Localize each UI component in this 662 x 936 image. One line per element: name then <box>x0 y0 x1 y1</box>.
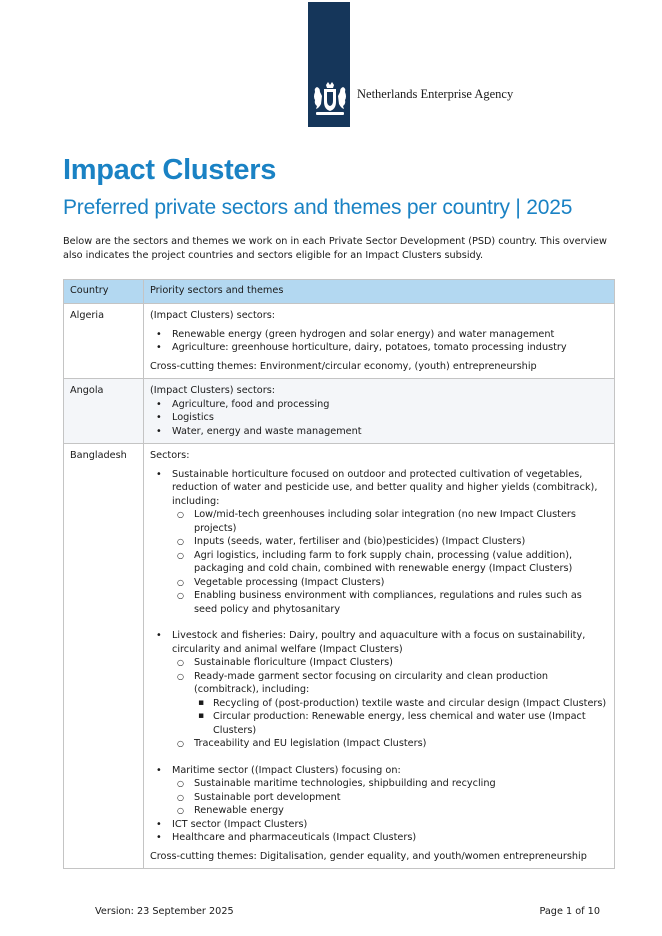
country-cell: Angola <box>64 379 144 444</box>
table-row <box>64 379 615 444</box>
table-row <box>64 304 615 379</box>
country-cell: Algeria <box>64 304 144 379</box>
page-number: Page 1 of 10 <box>539 906 600 917</box>
list-item: • Agriculture: greenhouse horticulture, dairy, potatoes, tomato processing industry <box>150 341 608 355</box>
page-title: Impact Clusters <box>63 154 277 186</box>
sector-list <box>150 468 608 845</box>
sectors-intro: (Impact Clusters) sectors: <box>150 310 276 321</box>
maritime-label: Maritime sector ((Impact Clusters) focusing on: <box>172 764 401 776</box>
sectors-cell <box>144 379 615 444</box>
sub-sub-list-item: ▪ Recycling of (post-production) textile waste and circular design (Impact Clusters) <box>194 697 608 711</box>
sub-list <box>172 656 608 751</box>
sector-list <box>150 328 608 355</box>
list-item: • Logistics <box>150 411 608 425</box>
list-item: • Healthcare and pharmaceuticals (Impact Clusters) <box>150 831 608 845</box>
sectors-cell <box>144 304 615 379</box>
column-header-sectors: Priority sectors and themes <box>144 280 615 304</box>
sectors-cell <box>144 444 615 869</box>
column-header-country: Country <box>64 280 144 304</box>
list-item: • Water, energy and waste management <box>150 425 608 439</box>
intro-paragraph: Below are the sectors and themes we work on in each Private Sector Development (PSD) country. This overview also indicates the project countries and sectors eligible for an Impact Clusters subsidy. <box>63 236 607 261</box>
sector-list <box>150 398 608 439</box>
sub-list-item: ○ Low/mid-tech greenhouses including solar integration (no new Impact Clusters projects) <box>172 508 608 535</box>
horticulture-label: Sustainable horticulture focused on outdoor and protected cultivation of vegetables, reduction of water and pesticide use, and better quality and higher yields (combitrack), including: <box>172 468 598 507</box>
sub-list-item: ○ Inputs (seeds, water, fertiliser and (bio)pesticides) (Impact Clusters) <box>172 535 608 549</box>
table-header-row <box>64 280 615 304</box>
table-row <box>64 444 615 869</box>
sub-list-item: ○ Sustainable port development <box>172 791 608 805</box>
list-item: • Renewable energy (green hydrogen and solar energy) and water management <box>150 328 608 342</box>
version-label: Version: 23 September 2025 <box>95 906 234 917</box>
sub-list-item: ○ Agri logistics, including farm to fork supply chain, processing (value addition), packaging and cold chain, combined with renewable energy (Impact Clusters) <box>172 549 608 576</box>
sub-list-item: ○ Sustainable maritime technologies, shipbuilding and recycling <box>172 777 608 791</box>
agency-name: Netherlands Enterprise Agency <box>357 87 514 101</box>
sub-list-item: ○ Renewable energy <box>172 804 608 818</box>
list-item <box>150 764 608 818</box>
list-item: • Agriculture, food and processing <box>150 398 608 412</box>
page-subtitle: Preferred private sectors and themes per country | 2025 <box>63 196 573 219</box>
country-cell: Bangladesh <box>64 444 144 869</box>
garment-label: Ready-made garment sector focusing on circularity and clean production (combitrack), including: <box>194 670 549 695</box>
livestock-label: Livestock and fisheries: Dairy, poultry and aquaculture with a focus on sustainability, circularity and animal welfare (Impact Clusters) <box>172 630 586 655</box>
sub-sub-list <box>194 697 608 738</box>
sub-list <box>172 777 608 818</box>
sub-list-item: ○ Enabling business environment with compliances, regulations and rules such as seed policy and phytosanitary <box>172 589 608 616</box>
sectors-intro: Sectors: <box>150 450 190 461</box>
sub-list-item: ○ Sustainable floriculture (Impact Clusters) <box>172 656 608 670</box>
sectors-intro: (Impact Clusters) sectors: <box>150 385 276 396</box>
sectors-table <box>63 279 615 869</box>
list-item <box>150 629 608 751</box>
sub-list-item: ○ Vegetable processing (Impact Clusters) <box>172 576 608 590</box>
sub-list <box>172 508 608 616</box>
sub-sub-list-item: ▪ Circular production: Renewable energy, less chemical and water use (Impact Clusters) <box>194 710 608 737</box>
list-item: • ICT sector (Impact Clusters) <box>150 818 608 832</box>
list-item <box>150 468 608 617</box>
sub-list-item: ○ Traceability and EU legislation (Impact Clusters) <box>172 737 608 751</box>
sub-list-item <box>172 670 608 738</box>
cross-cutting-themes: Cross-cutting themes: Environment/circular economy, (youth) entrepreneurship <box>150 360 537 372</box>
cross-cutting-themes: Cross-cutting themes: Digitalisation, gender equality, and youth/women entrepreneurship <box>150 850 587 862</box>
coat-of-arms-icon <box>312 82 348 116</box>
